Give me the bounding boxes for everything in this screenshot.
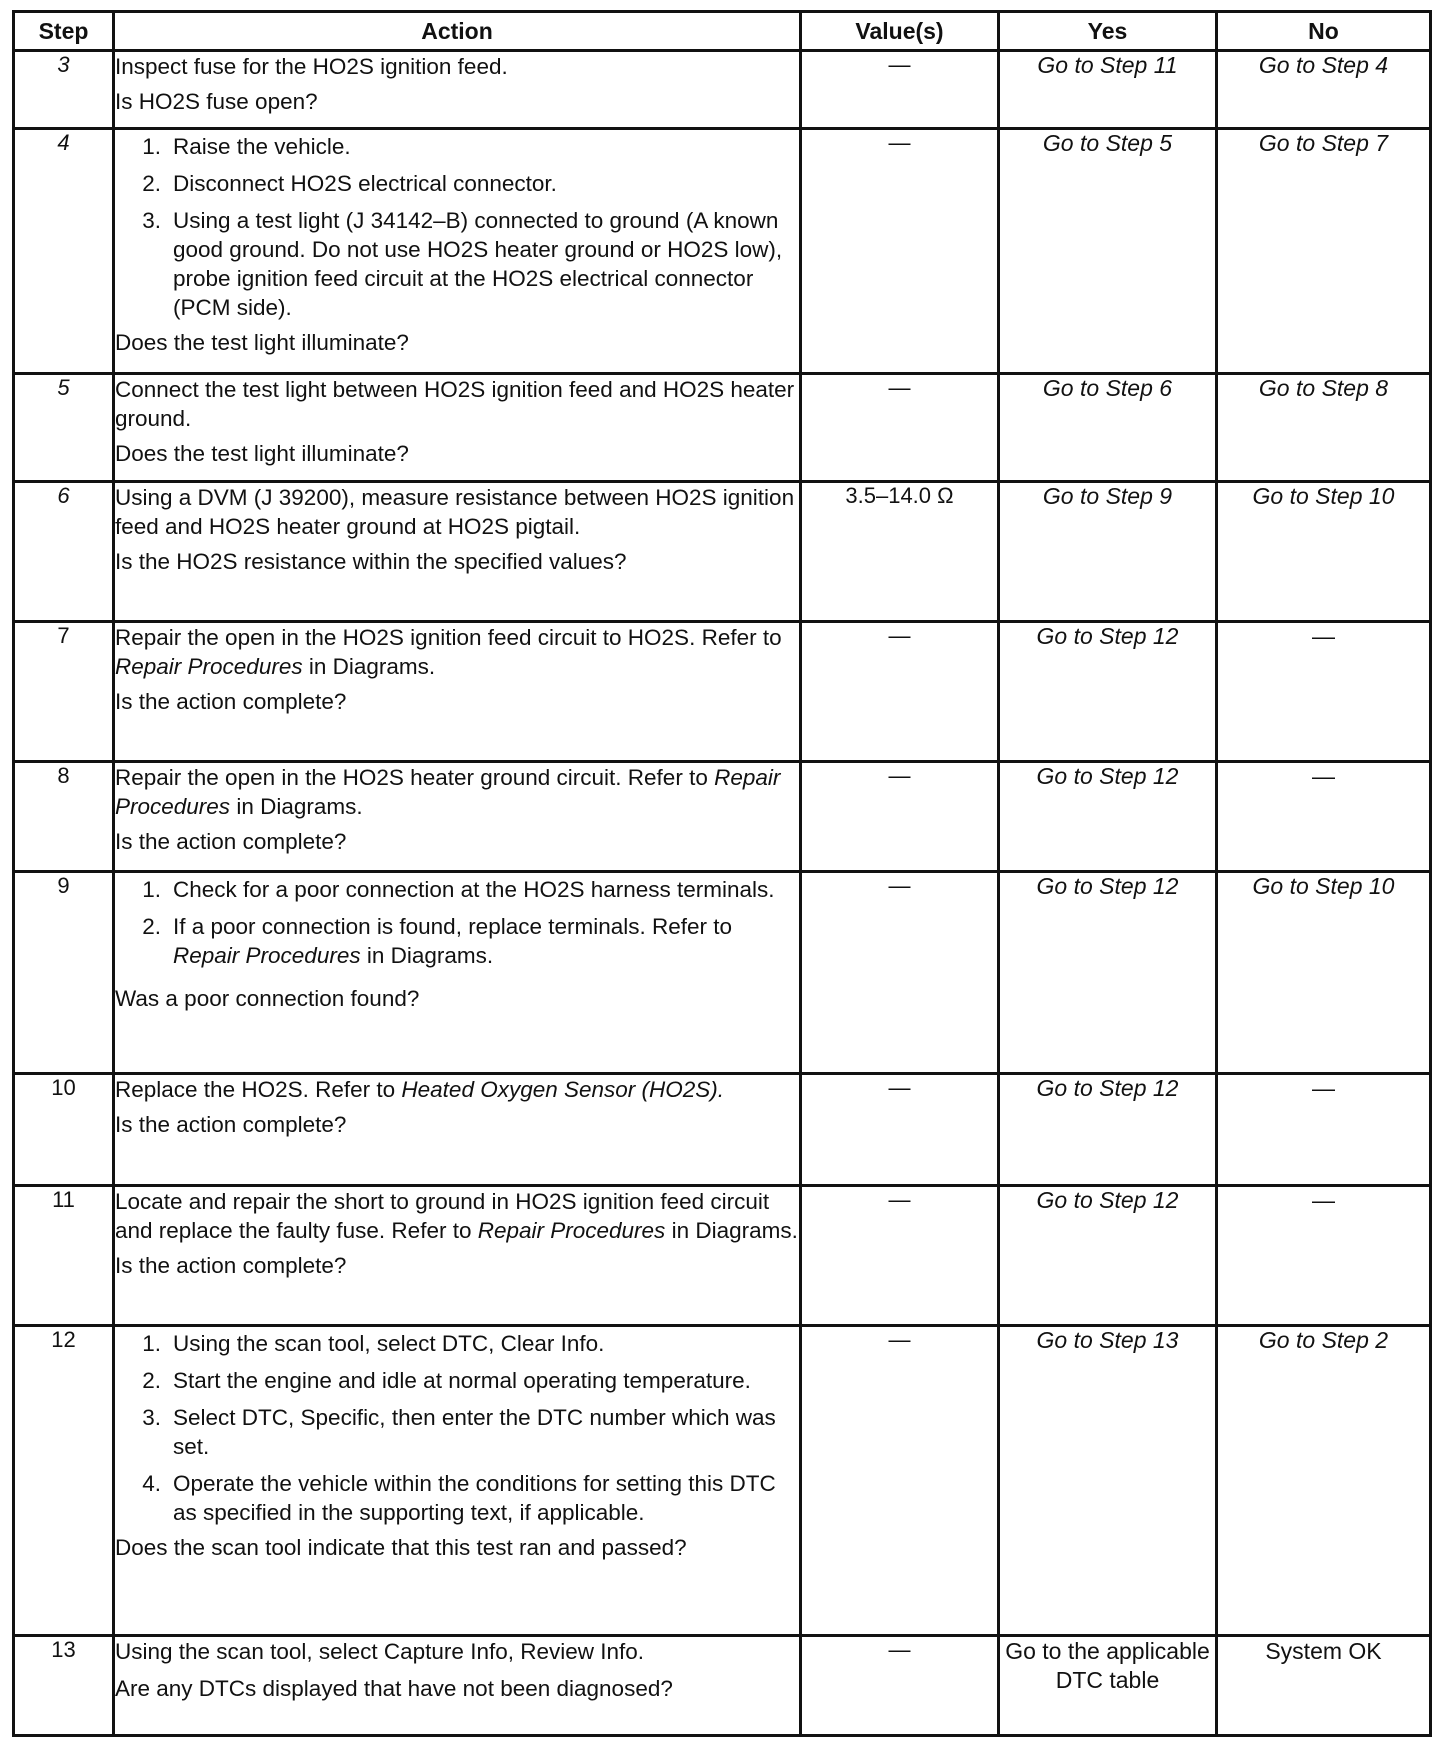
action-question: Is the action complete? <box>115 1112 347 1137</box>
reference-link: Heated Oxygen Sensor (HO2S). <box>401 1077 725 1102</box>
table-row-step-3 <box>14 51 1431 129</box>
yes-cell: Go to Step 12 <box>999 1186 1217 1326</box>
action-cell <box>114 1326 801 1636</box>
procedure-item: 3. Using a test light (J 34142–B) connected to ground (A known good ground. Do not use HO2S heater ground or HO2S low), probe ignition feed circuit at the HO2S electrical connector (PCM side). <box>142 208 783 320</box>
table-row-step-7 <box>14 622 1431 762</box>
action-text: Repair the open in the HO2S ignition feed circuit to HO2S. Refer to Repair Procedures in Diagrams. <box>115 625 782 679</box>
procedure-list <box>115 1327 799 1527</box>
no-cell: — <box>1217 1186 1431 1326</box>
no-cell: Go to Step 7 <box>1217 129 1431 374</box>
header-action: Action <box>114 12 801 51</box>
diagnostic-table <box>12 10 1432 1737</box>
step-number: 7 <box>14 622 114 762</box>
table-row-step-13 <box>14 1636 1431 1736</box>
action-text: Replace the HO2S. Refer to Heated Oxygen Sensor (HO2S). <box>115 1077 725 1102</box>
procedure-item: 1. Check for a poor connection at the HO2S harness terminals. <box>142 877 775 902</box>
no-cell: — <box>1217 1074 1431 1186</box>
value-cell: — <box>801 1326 999 1636</box>
reference-link: Repair Procedures <box>115 765 781 819</box>
procedure-item: 2. Start the engine and idle at normal operating temperature. <box>142 1368 751 1393</box>
resistance-spec: 3.5–14.0 Ω <box>801 482 999 622</box>
no-cell: System OK <box>1217 1636 1431 1736</box>
yes-cell: Go to Step 12 <box>999 622 1217 762</box>
action-text: Connect the test light between HO2S ignition feed and HO2S heater ground. <box>115 377 795 431</box>
action-question: Is HO2S fuse open? <box>115 89 318 114</box>
table-row-step-4 <box>14 129 1431 374</box>
procedure-item: 2. Disconnect HO2S electrical connector. <box>142 171 557 196</box>
action-cell <box>114 51 801 129</box>
yes-cell: Go to Step 9 <box>999 482 1217 622</box>
step-number: 12 <box>14 1326 114 1636</box>
header-step: Step <box>14 12 114 51</box>
table-row-step-10 <box>14 1074 1431 1186</box>
no-cell: — <box>1217 762 1431 872</box>
action-question: Does the scan tool indicate that this test ran and passed? <box>115 1535 687 1560</box>
no-cell: Go to Step 2 <box>1217 1326 1431 1636</box>
step-number: 9 <box>14 872 114 1074</box>
header-row <box>14 12 1431 51</box>
action-cell <box>114 1074 801 1186</box>
action-cell <box>114 1636 801 1736</box>
action-text: Inspect fuse for the HO2S ignition feed. <box>115 54 508 79</box>
procedure-item: 4. Operate the vehicle within the conditions for setting this DTC as specified in the supporting text, if applicable. <box>142 1471 776 1525</box>
step-number: 4 <box>14 129 114 374</box>
action-question: Is the action complete? <box>115 829 347 854</box>
action-cell <box>114 482 801 622</box>
value-cell: — <box>801 374 999 482</box>
action-text: Locate and repair the short to ground in HO2S ignition feed circuit and replace the faulty fuse. Refer to Repair Procedures in Diagrams. <box>115 1189 798 1243</box>
step-number: 8 <box>14 762 114 872</box>
procedure-list <box>115 873 799 978</box>
action-cell <box>114 872 801 1074</box>
value-cell: — <box>801 129 999 374</box>
procedure-item: 1. Raise the vehicle. <box>142 134 351 159</box>
reference-link: Repair Procedures <box>173 943 361 968</box>
yes-cell: Go to Step 12 <box>999 1074 1217 1186</box>
no-cell: Go to Step 10 <box>1217 482 1431 622</box>
step-number: 3 <box>14 51 114 129</box>
reference-link: Repair Procedures <box>115 654 303 679</box>
action-question: Was a poor connection found? <box>115 986 420 1011</box>
action-question: Is the action complete? <box>115 1253 347 1278</box>
header-yes: Yes <box>999 12 1217 51</box>
action-cell <box>114 1186 801 1326</box>
yes-cell: Go to Step 12 <box>999 762 1217 872</box>
value-cell: — <box>801 872 999 1074</box>
table-row-step-8 <box>14 762 1431 872</box>
value-cell: — <box>801 762 999 872</box>
value-cell: — <box>801 622 999 762</box>
step-number: 5 <box>14 374 114 482</box>
no-cell: Go to Step 10 <box>1217 872 1431 1074</box>
header-no: No <box>1217 12 1431 51</box>
step-number: 13 <box>14 1636 114 1736</box>
procedure-item: 2. If a poor connection is found, replace terminals. Refer to Repair Procedures in Diagrams. <box>142 914 733 968</box>
action-text: Using the scan tool, select Capture Info, Review Info. <box>115 1639 645 1664</box>
action-text: Repair the open in the HO2S heater ground circuit. Refer to Repair Procedures in Diagrams. <box>115 765 781 819</box>
action-cell <box>114 622 801 762</box>
yes-cell: Go to the applicable DTC table <box>999 1636 1217 1736</box>
step-number: 6 <box>14 482 114 622</box>
step-number: 11 <box>14 1186 114 1326</box>
action-question: Is the action complete? <box>115 689 347 714</box>
procedure-item: 3. Select DTC, Specific, then enter the DTC number which was set. <box>142 1405 776 1459</box>
yes-cell: Go to Step 5 <box>999 129 1217 374</box>
header-values: Value(s) <box>801 12 999 51</box>
no-cell: Go to Step 4 <box>1217 51 1431 129</box>
value-cell: — <box>801 51 999 129</box>
yes-cell: Go to Step 12 <box>999 872 1217 1074</box>
value-cell: — <box>801 1636 999 1736</box>
procedure-list <box>115 130 799 322</box>
table-row-step-12 <box>14 1326 1431 1636</box>
action-cell <box>114 129 801 374</box>
action-question: Is the HO2S resistance within the specified values? <box>115 549 627 574</box>
action-cell <box>114 762 801 872</box>
table-row-step-9 <box>14 872 1431 1074</box>
table-row-step-6 <box>14 482 1431 622</box>
action-question: Are any DTCs displayed that have not been diagnosed? <box>115 1676 673 1701</box>
action-cell <box>114 374 801 482</box>
yes-cell: Go to Step 11 <box>999 51 1217 129</box>
action-question: Does the test light illuminate? <box>115 441 409 466</box>
no-cell: Go to Step 8 <box>1217 374 1431 482</box>
yes-cell: Go to Step 13 <box>999 1326 1217 1636</box>
value-cell: — <box>801 1186 999 1326</box>
action-question: Does the test light illuminate? <box>115 330 409 355</box>
no-cell: — <box>1217 622 1431 762</box>
reference-link: Repair Procedures <box>477 1218 666 1243</box>
table-row-step-11 <box>14 1186 1431 1326</box>
action-text: Using a DVM (J 39200), measure resistance between HO2S ignition feed and HO2S heater ground at HO2S pigtail. <box>115 485 795 539</box>
step-number: 10 <box>14 1074 114 1186</box>
procedure-item: 1. Using the scan tool, select DTC, Clear Info. <box>142 1331 605 1356</box>
value-cell: — <box>801 1074 999 1186</box>
table-row-step-5 <box>14 374 1431 482</box>
yes-cell: Go to Step 6 <box>999 374 1217 482</box>
